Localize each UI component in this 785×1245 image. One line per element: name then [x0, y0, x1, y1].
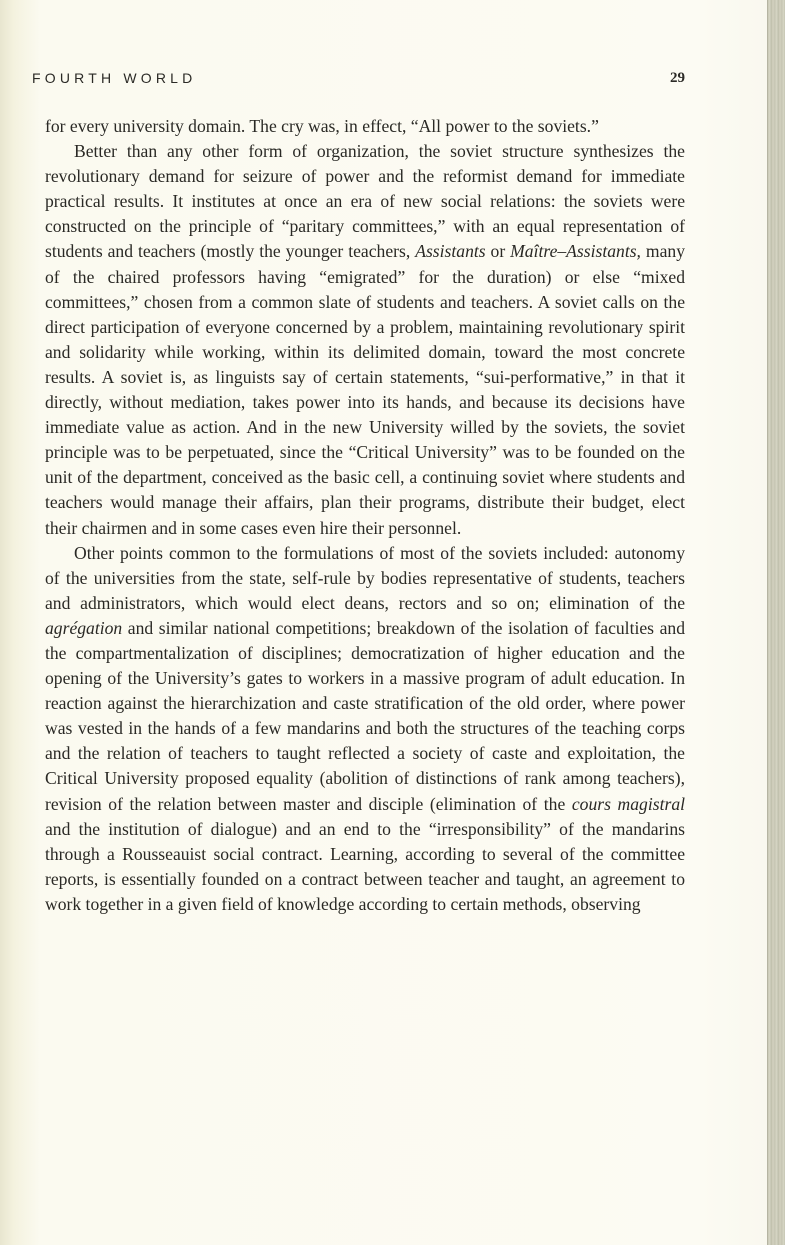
italic-term-agregation: agrégation	[45, 617, 123, 638]
paragraph-2-text: Better than any other form of organization, the soviet structure synthesizes the revolutionary demand for seizure of power and the reformist demand for immediate practical results. It institutes at once an era of new social relations: the soviets were constructed on the principle of “paritary committees,” with an equal representation of students and teachers (mostly the younger teachers,	[45, 141, 685, 262]
paragraph-2-text: or	[485, 241, 511, 262]
paragraph-3-text: Other points common to the formulations of most of the soviets included: autonomy of the universities from the state, self-rule by bodies representative of students, teachers and administrators, which would elect deans, rectors and so on; elimination of the	[45, 542, 685, 613]
paragraph-3-text: and the institution of dialogue) and an end to the “irresponsibility” of the mandarins through a Rousseauist social contract. Learning, according to several of the committee reports, is essentially founded on a contract between teacher and taught, an agreement to work together in a given field of knowledge according to certain methods, observing	[45, 818, 685, 914]
paragraph-1	[45, 114, 685, 139]
paragraph-3	[45, 541, 685, 917]
page-number: 29	[670, 70, 685, 86]
running-head	[32, 70, 685, 92]
paragraph-1-text: for every university domain. The cry was, in effect, “All power to the soviets.”	[45, 116, 599, 136]
body-text	[45, 114, 685, 917]
italic-term-cours-magistral: cours magistral	[571, 793, 686, 814]
paragraph-2-text: many of the chaired professors having “emigrated” for the duration) or else “mixed committees,” chosen from a common slate of students and teachers. A soviet calls on the direct participation of everyone concerned by a problem, maintaining revolutionary spirit and solidarity while working, within its delimited domain, toward the most concrete results. A soviet is, as linguists say of certain statements, “sui-performative,” in that it directly, without mediation, takes power into its hands, and because its decisions have immediate value as action. And in the new University willed by the soviets, the soviet principle was to be perpetuated, since the “Critical University” was to be founded on the unit of the department, conceived as the basic cell, a continuing soviet where students and teachers would manage their affairs, plan their programs, distribute their budget, elect their chairmen and in some cases even hire their personnel.	[45, 241, 685, 538]
page-edge-strip	[767, 0, 785, 1245]
italic-term-assistants: Assistants	[415, 241, 486, 262]
running-title: FOURTH WORLD	[32, 70, 197, 86]
italic-term-maitre-assistants: Maître–Assistants,	[510, 241, 641, 262]
paragraph-2	[45, 139, 685, 541]
paragraph-3-text: and similar national competitions; breakdown of the isolation of faculties and the compartmentalization of disciplines; democratization of higher education and the opening of the University’s gates to workers in a massive program of adult education. In reaction against the hierarchization and caste stratification of the old order, where power was vested in the hands of a few mandarins and both the structures of the teaching corps and the relation of teachers to taught reflected a society of caste and exploitation, the Critical University proposed equality (abolition of distinctions of rank among teachers), revision of the relation between master and disciple (elimination of the	[45, 617, 685, 814]
